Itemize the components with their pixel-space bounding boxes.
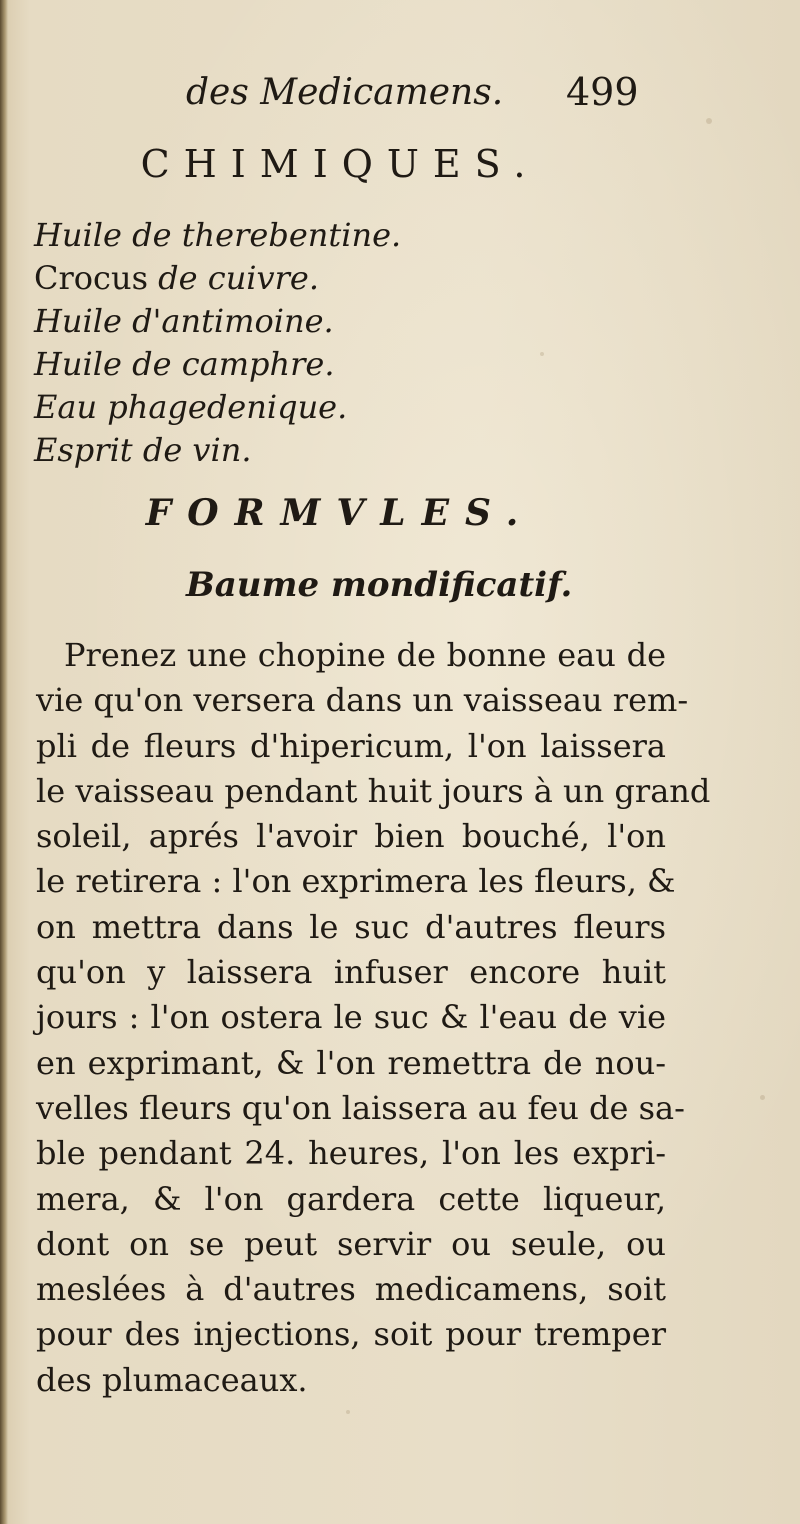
text-line: en exprimant, & l'on remettra de nou-: [36, 1043, 666, 1082]
list-item: Huile de therebentine.: [34, 216, 402, 254]
text-line: le vaisseau pendant huit jours à un grand: [36, 771, 711, 810]
text-line: meslées à d'autres medicamens, soit: [36, 1270, 666, 1309]
text-line: le retirera : l'on exprimera les fleurs, &: [36, 862, 676, 901]
text-line: pli de fleurs d'hipericum, l'on laissera: [36, 726, 666, 765]
text-line: Prenez une chopine de bonne eau de: [64, 636, 666, 674]
page-header: [0, 72, 800, 122]
text-line: vie qu'on versera dans un vaisseau rem-: [36, 681, 689, 720]
section-title-formules: FORMVLES.: [145, 492, 535, 534]
text-line: des plumaceaux.: [36, 1360, 308, 1399]
text-line: velles fleurs qu'on laissera au feu de sa-: [36, 1088, 685, 1127]
running-head: des Medicamens.: [186, 72, 504, 113]
text-line: ble pendant 24. heures, l'on les expri-: [36, 1134, 666, 1173]
text-line: on mettra dans le suc d'autres fleurs: [36, 907, 666, 946]
text-line: pour des injections, soit pour tremper: [36, 1315, 666, 1354]
section-title-chimiques: CHIMIQUES.: [140, 142, 540, 186]
binding-edge: [0, 0, 8, 1524]
text-line: qu'on y laissera infuser encore huit: [36, 953, 666, 992]
text-line: jours : l'on ostera le suc & l'eau de vie: [36, 998, 666, 1037]
text-line: dont on se peut servir ou seule, ou: [36, 1224, 666, 1263]
list-item: Huile d'antimoine.: [34, 302, 334, 340]
list-item: Crocus de cuivre.: [34, 259, 320, 297]
list-item: Eau phagedenique.: [34, 388, 348, 426]
page-number: 499: [566, 70, 639, 114]
list-item: Huile de camphre.: [34, 345, 335, 383]
text-line: soleil, aprés l'avoir bien bouché, l'on: [36, 817, 666, 856]
text-line: mera, & l'on gardera cette liqueur,: [36, 1179, 666, 1218]
recipe-title: Baume mondificatif.: [186, 565, 573, 605]
paper-stain: [346, 1410, 350, 1414]
paper-stain: [540, 352, 544, 356]
chimiques-list: [34, 214, 401, 472]
paper-stain: [760, 1095, 765, 1100]
recipe-body: [36, 633, 711, 1403]
list-item: Esprit de vin.: [34, 431, 252, 469]
